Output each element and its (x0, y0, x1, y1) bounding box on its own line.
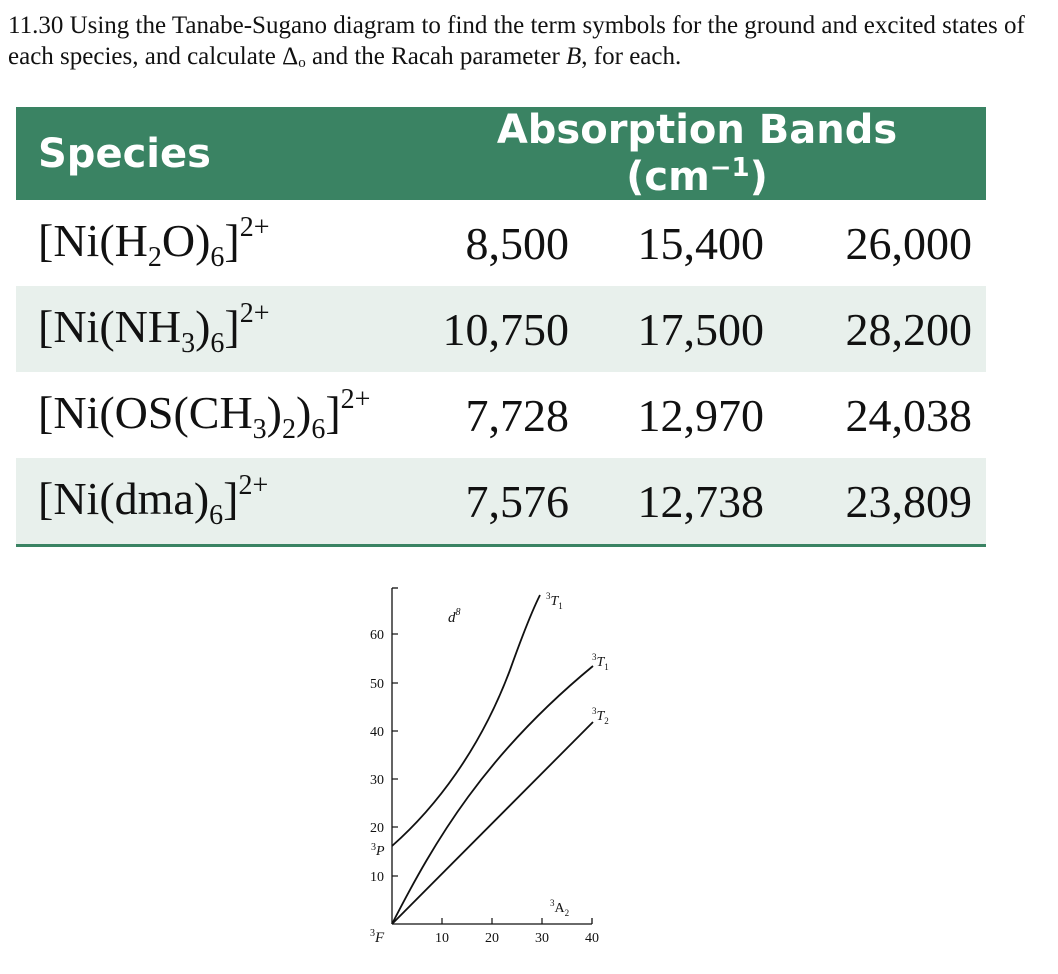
curve-label-3T2: $^3T_2$ (592, 706, 609, 726)
problem-statement (8, 10, 1048, 79)
curve-3T1-upper (392, 595, 540, 846)
problem-text-part2: and the Racah parameter (311, 43, 560, 70)
curve-3T1-lower (392, 666, 593, 924)
table-header-row (16, 107, 986, 200)
band-value: 28,200 (778, 286, 986, 372)
x-tick-label: 40 (585, 931, 599, 946)
band-value: 17,500 (583, 286, 778, 372)
y-tick-label: 10 (370, 870, 384, 885)
problem-text-part3: , for each. (581, 43, 682, 70)
absorption-bands-table (16, 107, 986, 547)
y-tick-label: 50 (370, 677, 384, 692)
curve-label-3A2: $^3A_2$ (550, 898, 570, 918)
x-tick-label: 10 (435, 931, 449, 946)
curve-3T2 (392, 722, 593, 924)
problem-text-part1: Using the Tanabe-Sugano diagram to find the term symbols for the ground and excited states of each species, and calculate (8, 12, 1025, 70)
band-value: 23,809 (778, 458, 986, 546)
y-tick-label: 60 (370, 628, 384, 643)
x-tick-label: 30 (535, 931, 549, 946)
tanabe-sugano-diagram (340, 570, 640, 960)
delta-o-symbol: $\Delta_o$ (282, 43, 306, 71)
y-tick-label: 20 (370, 821, 384, 836)
header-species: Species (16, 107, 428, 200)
band-value: 12,738 (583, 458, 778, 546)
band-value: 15,400 (637, 217, 764, 269)
p-term-label: $^3$P (371, 842, 385, 859)
band-value: 7,728 (465, 389, 569, 441)
table-row (16, 200, 986, 286)
d8-label: $d^8$ (448, 607, 461, 626)
band-value: 12,970 (637, 389, 764, 441)
table-row (16, 286, 986, 372)
species-formula: $[Ni(OS(CH_3)_2)_6]^{2+}$ (38, 384, 371, 445)
curve-label-3T1-upper: $^3T_1$ (546, 591, 563, 611)
header-absorption-bands: Absorption Bands $(cm^{-1})$ (428, 107, 986, 200)
band-value: 8,500 (465, 217, 569, 269)
racah-b-symbol: B (566, 43, 582, 70)
band-value: 24,038 (845, 389, 973, 441)
species-formula: $[Ni(H_2O)_6]^{2+}$ (38, 212, 270, 273)
band-value: 26,000 (845, 217, 973, 269)
species-formula: $[Ni(dma)_6]^{2+}$ (16, 458, 428, 546)
x-tick-label: 20 (485, 931, 499, 946)
y-tick-label: 30 (370, 773, 384, 788)
band-value: 7,576 (428, 458, 583, 546)
species-formula: $[Ni(NH_3)_6]^{2+}$ (16, 286, 428, 372)
band-value: 10,750 (428, 286, 583, 372)
curve-label-3T1-lower: $^3T_1$ (592, 652, 609, 672)
y-tick-label: 40 (370, 725, 384, 740)
x-ticks (435, 918, 599, 946)
table-row (16, 372, 986, 458)
problem-number: 11.30 (8, 12, 64, 39)
ground-term-label: $^3$F (370, 928, 385, 946)
table-row (16, 458, 986, 546)
